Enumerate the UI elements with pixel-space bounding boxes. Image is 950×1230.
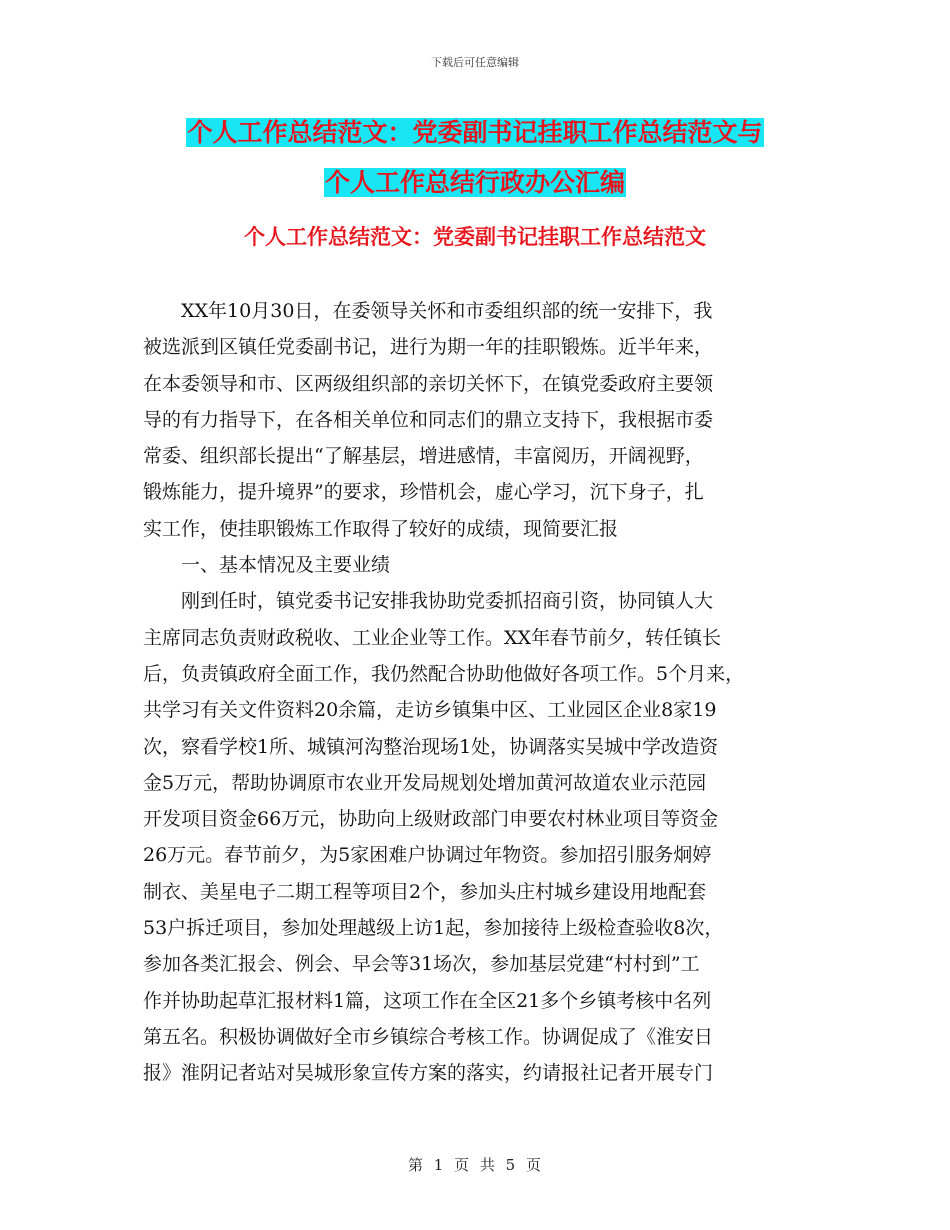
paragraph-line: 53户拆迁项目，参加处理越级上访1起，参加接待上级检查验收8次， — [143, 917, 724, 940]
main-title-line-1-text: 个人工作总结范文：党委副书记挂职工作总结范文与 — [187, 118, 763, 147]
main-title-line-2 — [0, 158, 950, 208]
paragraph-line: 金5万元，帮助协调原市农业开发局规划处增加黄河故道农业示范园 — [143, 771, 707, 794]
body-text — [143, 293, 823, 1092]
paragraph-line: 共学习有关文件资料20余篇，走访乡镇集中区、工业园区企业8家19 — [143, 699, 717, 722]
paragraph-line: 导的有力指导下，在各相关单位和同志们的鼎立支持下，我根据市委 — [143, 408, 714, 431]
paragraph-line: 作并协助起草汇报材料1篇，这项工作在全区21多个乡镇考核中名列 — [143, 989, 712, 1012]
paragraph-line: 26万元。春节前夕，为5家困难户协调过年物资。参加招引服务炯婷 — [143, 844, 712, 867]
paragraph-line: 在本委领导和市、区两级组织部的亲切关怀下，在镇党委政府主要领 — [143, 372, 714, 395]
paragraph-line: 实工作，使挂职锻炼工作取得了较好的成绩，现简要汇报 — [143, 517, 619, 540]
page-footer: 第 1 页 共 5 页 — [408, 1156, 542, 1174]
paragraph-line: 第五名。积极协调做好全市乡镇综合考核工作。协调促成了《淮安日 — [143, 1025, 714, 1048]
paragraph-line: 开发项目资金66万元，协助向上级财政部门申要农村林业项目等资金 — [143, 808, 719, 831]
paragraph-line: 被选派到区镇任党委副书记，进行为期一年的挂职锻炼。近半年来， — [143, 336, 714, 359]
paragraph-line: 刚到任时，镇党委书记安排我协助党委抓招商引资，协同镇人大 — [181, 590, 714, 613]
section-title: 个人工作总结范文：党委副书记挂职工作总结范文 — [244, 225, 706, 249]
section-heading-line: 一、基本情况及主要业绩 — [181, 554, 391, 577]
paragraph-line: 参加各类汇报会、例会、早会等31场次，参加基层党建“村村到”工 — [143, 953, 700, 976]
paragraph-line: 报》淮阴记者站对吴城形象宣传方案的落实，约请报社记者开展专门 — [143, 1062, 714, 1085]
header-note: 下载后可任意编辑 — [431, 56, 519, 69]
paragraph-line: 制衣、美星电子二期工程等项目2个，参加头庄村城乡建设用地配套 — [143, 880, 707, 903]
paragraph-line: 常委、组织部长提出“了解基层，增进感情，丰富阅历，开阔视野， — [143, 445, 704, 468]
main-title-line-2-text: 个人工作总结行政办公汇编 — [324, 168, 625, 197]
paragraph-line: XX年10月30日，在委领导关怀和市委组织部的统一安排下，我 — [181, 300, 713, 322]
paragraph-line: 锻炼能力，提升境界”的要求，珍惜机会，虚心学习，沉下身子，扎 — [143, 481, 704, 504]
main-title — [0, 108, 950, 208]
paragraph-line: 后，负责镇政府全面工作，我仍然配合协助他做好各项工作。5个月来， — [143, 662, 745, 685]
paragraph-line: 次，察看学校1所、城镇河沟整治现场1处，协调落实吴城中学改造资 — [143, 735, 719, 758]
main-title-line-1 — [0, 108, 950, 158]
paragraph-line: 主席同志负责财政税收、工业企业等工作。XX年春节前夕，转任镇长 — [143, 626, 722, 649]
